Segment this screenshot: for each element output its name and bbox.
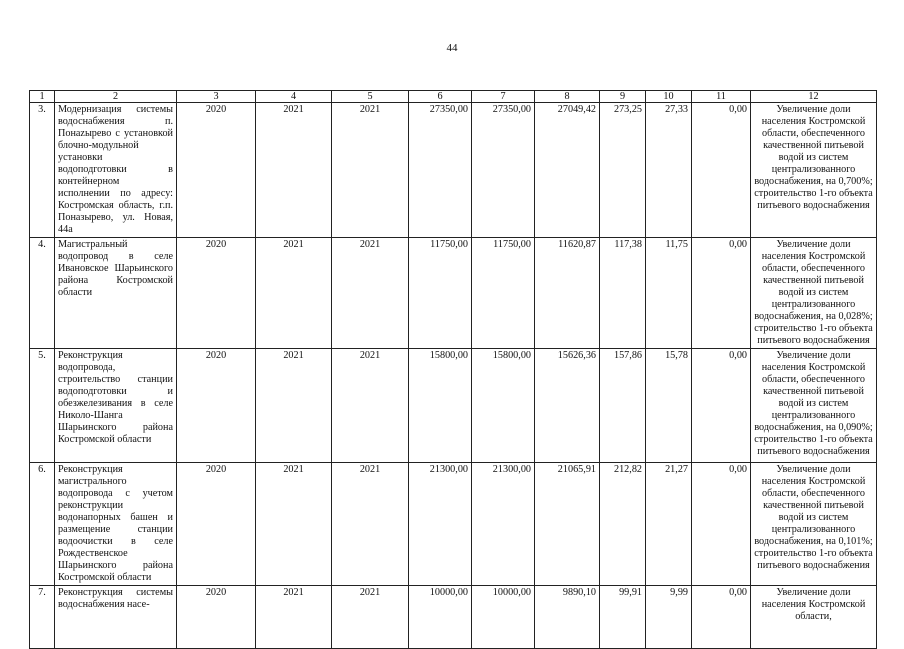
object-name: Реконструкция магистрального водопровода с учетом реконструкции водонапорных башен и размещение станции водоочистки в селе Рождественское Шарьинского района Костромской области (55, 463, 177, 586)
object-name: Модернизация системы водоснабжения п. Понаzыревo с установкой блочно-модульной установки водоподготовки в контейнерном исполнении по адресу: Костромская область, г.п. Поназырево, ул. Новая, 44а (55, 103, 177, 238)
year-cell: 2021 (256, 238, 332, 349)
header-cell: 11 (692, 91, 751, 103)
amount-cell: 0,00 (692, 238, 751, 349)
amount-cell: 273,25 (600, 103, 646, 238)
object-name: Реконструкция водопровода, строительство станции водоподготовки и обезжелезивания в селе Николо-Шанга Шарьинского района Костромской области (55, 349, 177, 463)
header-cell: 1 (30, 91, 55, 103)
header-row (30, 91, 877, 103)
amount-cell: 11750,00 (472, 238, 535, 349)
program-table (29, 90, 877, 649)
expected-result: Увеличение доли населения Костромской области, обеспеченного качественной питьевой водой из систем централизованного водоснабжения, на 0,090%; строительство 1-го объекта питьевого водоснабжения (751, 349, 877, 463)
amount-cell: 15626,36 (535, 349, 600, 463)
year-cell: 2021 (256, 463, 332, 586)
amount-cell: 212,82 (600, 463, 646, 586)
amount-cell: 11,75 (646, 238, 692, 349)
amount-cell: 15800,00 (409, 349, 472, 463)
year-cell: 2021 (332, 463, 409, 586)
amount-cell: 157,86 (600, 349, 646, 463)
amount-cell: 27049,42 (535, 103, 600, 238)
expected-result: Увеличение доли населения Костромской области, (751, 586, 877, 649)
header-cell: 5 (332, 91, 409, 103)
header-cell: 2 (55, 91, 177, 103)
year-cell: 2021 (256, 103, 332, 238)
object-name: Реконструкция системы водоснабжения насе- (55, 586, 177, 649)
table-row (30, 586, 877, 649)
year-cell: 2020 (177, 103, 256, 238)
year-cell: 2020 (177, 586, 256, 649)
row-number: 7. (30, 586, 55, 649)
object-name: Магистральный водопровод в селе Ивановское Шарьинского района Костромской области (55, 238, 177, 349)
amount-cell: 10000,00 (472, 586, 535, 649)
header-cell: 9 (600, 91, 646, 103)
table-row (30, 463, 877, 586)
expected-result: Увеличение доли населения Костромской области, обеспеченного качественной питьевой водой из систем централизованного водоснабжения, на 0,700%; строительство 1-го объекта питьевого водоснабжения (751, 103, 877, 238)
amount-cell: 27,33 (646, 103, 692, 238)
year-cell: 2020 (177, 463, 256, 586)
amount-cell: 15800,00 (472, 349, 535, 463)
year-cell: 2020 (177, 349, 256, 463)
row-number: 5. (30, 349, 55, 463)
amount-cell: 0,00 (692, 463, 751, 586)
amount-cell: 27350,00 (409, 103, 472, 238)
amount-cell: 0,00 (692, 103, 751, 238)
year-cell: 2021 (332, 238, 409, 349)
amount-cell: 10000,00 (409, 586, 472, 649)
header-cell: 10 (646, 91, 692, 103)
amount-cell: 11620,87 (535, 238, 600, 349)
year-cell: 2021 (332, 349, 409, 463)
header-cell: 6 (409, 91, 472, 103)
amount-cell: 99,91 (600, 586, 646, 649)
amount-cell: 27350,00 (472, 103, 535, 238)
amount-cell: 15,78 (646, 349, 692, 463)
year-cell: 2021 (332, 586, 409, 649)
amount-cell: 21300,00 (472, 463, 535, 586)
amount-cell: 0,00 (692, 586, 751, 649)
amount-cell: 11750,00 (409, 238, 472, 349)
year-cell: 2021 (332, 103, 409, 238)
amount-cell: 21,27 (646, 463, 692, 586)
expected-result: Увеличение доли населения Костромской области, обеспеченного качественной питьевой водой из систем централизованного водоснабжения, на 0,028%; строительство 1-го объекта питьевого водоснабжения (751, 238, 877, 349)
amount-cell: 0,00 (692, 349, 751, 463)
year-cell: 2021 (256, 586, 332, 649)
table-row (30, 103, 877, 238)
header-cell: 7 (472, 91, 535, 103)
row-number: 4. (30, 238, 55, 349)
header-cell: 3 (177, 91, 256, 103)
table-row (30, 349, 877, 463)
row-number: 6. (30, 463, 55, 586)
page-number: 44 (446, 42, 458, 54)
row-number: 3. (30, 103, 55, 238)
table-row (30, 238, 877, 349)
year-cell: 2021 (256, 349, 332, 463)
amount-cell: 9890,10 (535, 586, 600, 649)
amount-cell: 21300,00 (409, 463, 472, 586)
amount-cell: 9,99 (646, 586, 692, 649)
header-cell: 4 (256, 91, 332, 103)
amount-cell: 117,38 (600, 238, 646, 349)
amount-cell: 21065,91 (535, 463, 600, 586)
header-cell: 12 (751, 91, 877, 103)
year-cell: 2020 (177, 238, 256, 349)
expected-result: Увеличение доли населения Костромской области, обеспеченного качественной питьевой водой из систем централизованного водоснабжения, на 0,101%; строительство 1-го объекта питьевого водоснабжения (751, 463, 877, 586)
header-cell: 8 (535, 91, 600, 103)
